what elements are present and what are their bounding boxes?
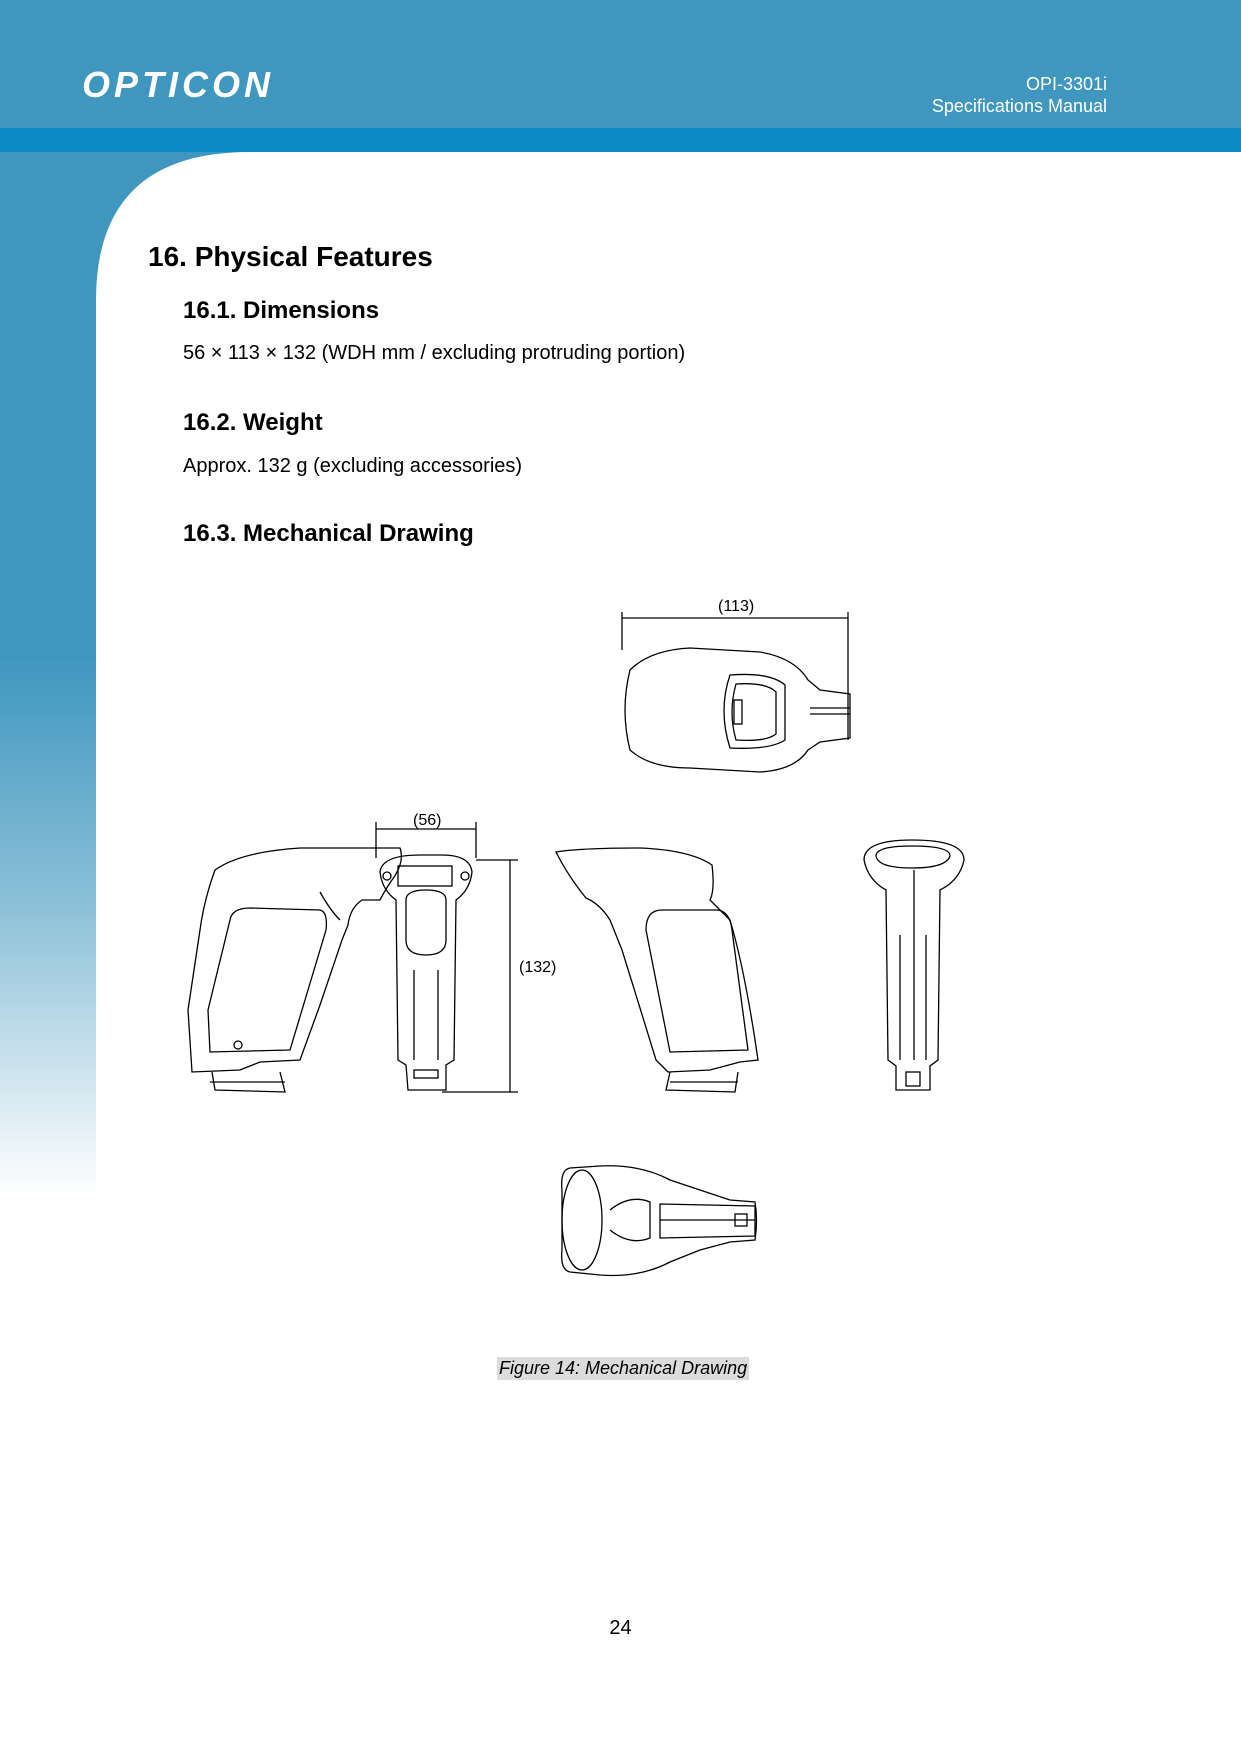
dimensions-text: 56 × 113 × 132 (WDH mm / excluding protruding portion) (183, 342, 686, 364)
section-title: 16. Physical Features (148, 241, 433, 272)
document-title: Specifications Manual (931, 96, 1107, 116)
svg-text:OPTICON: OPTICON (82, 68, 275, 100)
rear-view (864, 840, 964, 1090)
model-number: OPI-3301i (1025, 74, 1107, 94)
header-info (932, 73, 1107, 117)
dim-length-label: (113) (718, 598, 755, 615)
figure-caption: Figure 14: Mechanical Drawing (499, 1358, 748, 1378)
page-number: 24 (609, 1617, 632, 1639)
opticon-logo (82, 68, 392, 100)
right-side-view (556, 848, 758, 1092)
bottom-view (562, 1166, 757, 1276)
left-side-view (188, 848, 401, 1092)
weight-text: Approx. 132 g (excluding accessories) (183, 455, 523, 477)
mechanical-drawing (170, 590, 1090, 1320)
top-view (622, 598, 850, 772)
dim-width-label: (56) (413, 812, 442, 829)
subsection-weight-title: 16.2. Weight (183, 409, 323, 436)
dim-height-label: (132) (519, 959, 557, 976)
front-view (376, 812, 556, 1092)
subsection-dimensions-title: 16.1. Dimensions (183, 297, 380, 324)
subsection-drawing-title: 16.3. Mechanical Drawing (183, 520, 474, 547)
header-stripe (0, 128, 1241, 152)
